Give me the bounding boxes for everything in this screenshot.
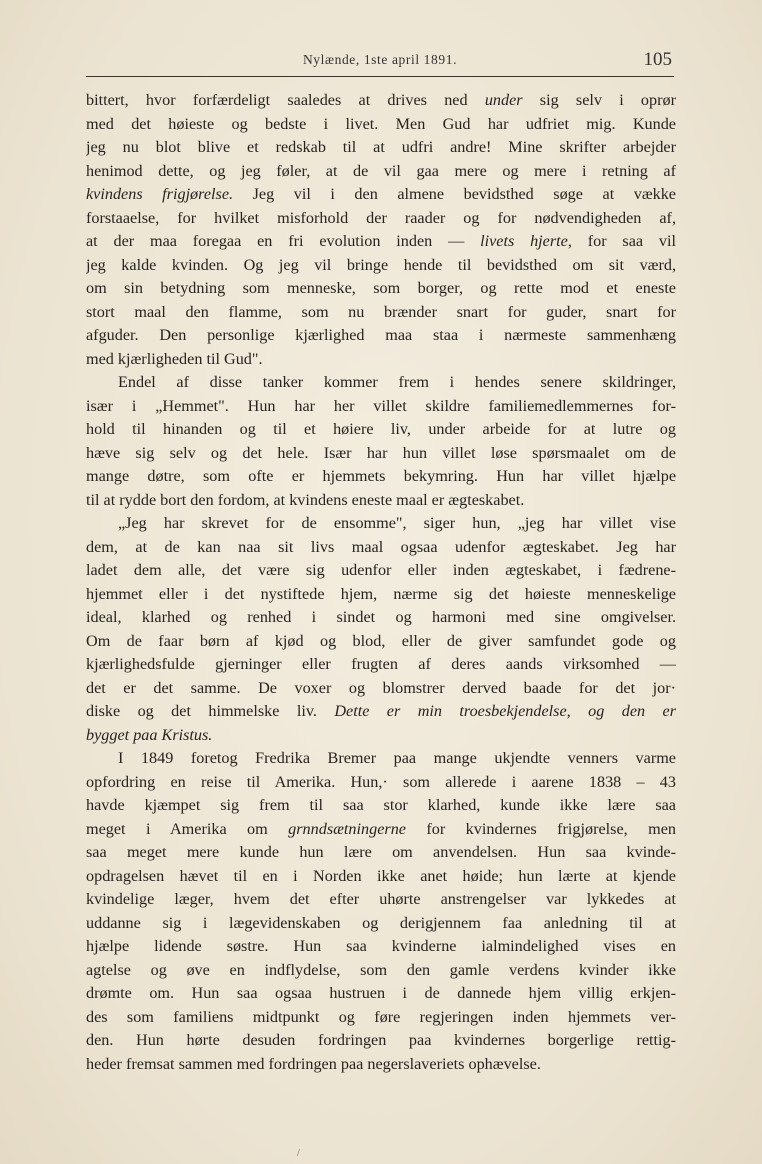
text-line: opfordring en reise til Amerika. Hun,· som allerede i aarene 1838 – 43 <box>86 772 676 791</box>
text-line: drømte om. Hun saa ogsaa hustruen i de dannede hjem villig erkjen- <box>86 984 676 1002</box>
text-line: opdragelsen hævet til en i Norden ikke anet høide; hun lærte at kjende <box>86 866 676 885</box>
text-line: havde kjæmpet sig frem til saa stor klarhed, kunde ikke lære saa <box>86 796 676 814</box>
text-line: især i „Hemmet". Hun har her villet skildre familiemedlemmernes for- <box>86 396 676 415</box>
text-line: heder fremsat sammen med fordringen paa negerslaveriets ophævelse. <box>86 1054 541 1073</box>
page-header <box>86 50 674 77</box>
text-line: saa meget mere kunde hun lære om anvendelsen. Hun saa kvinde- <box>86 843 676 861</box>
text-line: meget i Amerika om grnndsætningerne for kvindernes frigjørelse, men <box>86 819 676 838</box>
text-line: afguder. Den personlige kjærlighed maa staa i nærmeste sammenhæng <box>86 326 676 344</box>
text-line: med kjærligheden til Gud". <box>86 349 263 368</box>
text-line: ladet dem alle, det være sig udenfor eller inden ægteskabet, i fædrene- <box>86 561 676 579</box>
text-line: den. Hun hørte desuden fordringen paa kvindernes borgerlige rettig- <box>86 1031 676 1049</box>
text-line: ideal, klarhed og renhed i sindet og harmoni med sine omgivelser. <box>86 608 676 626</box>
text-line: med det høieste og bedste i livet. Men Gud har udfriet mig. Kunde <box>86 114 676 133</box>
text-line: bygget paa Kristus. <box>86 725 213 744</box>
text-line: bittert, hvor forfærdeligt saaledes at drives ned under sig selv i oprør <box>86 91 676 109</box>
text-line: hæve sig selv og det hele. Især har hun villet løse spørsmaalet om de <box>86 443 676 462</box>
text-line: hjemmet eller i det nystiftede hjem, nærme sig det høieste menneskelige <box>86 584 676 603</box>
running-head: Nylænde, 1ste april 1891. <box>302 52 458 67</box>
text-line: hold til hinanden og til et høiere liv, under arbeide for at lutre og <box>86 420 676 438</box>
page-number: 105 <box>643 49 672 70</box>
text-line: dem, at de kan naa sit livs maal ogsaa udenfor ægteskabet. Jeg har <box>86 537 676 556</box>
text-line: forstaaelse, for hvilket misforhold der raader og for nødvendigheden af, <box>86 208 676 227</box>
text-line: om sin betydning som menneske, som borger, og rette mod et eneste <box>86 279 676 297</box>
text-line: at der maa foregaa en fri evolution inden — livets hjerte, for saa vil <box>86 232 676 250</box>
body-text <box>86 89 676 1076</box>
text-line: jeg nu blot blive et redskab til at udfri andre! Mine skrifter arbejder <box>86 138 676 156</box>
text-line: det er det samme. De voxer og blomstrer derved baade for det jor· <box>86 678 676 697</box>
text-line: I 1849 foretog Fredrika Bremer paa mange ukjendte venners varme <box>118 749 676 767</box>
text-line: henimod dette, og jeg føler, at de vil gaa mere og mere i retning af <box>86 161 676 180</box>
text-line: agtelse og øve en indflydelse, som den gamle verdens kvinder ikke <box>86 960 676 979</box>
text-line: „Jeg har skrevet for de ensomme", siger hun, „jeg har villet vise <box>118 514 676 532</box>
text-line: kjærlighedsfulde gjerninger eller frugten af deres aands virksomhed — <box>86 655 676 673</box>
text-line: jeg kalde kvinden. Og jeg vil bringe hende til bevidsthed om sit værd, <box>86 255 676 274</box>
text-line: kvindens frigjørelse. Jeg vil i den almene bevidsthed søge at vække <box>86 185 676 203</box>
text-line: stort maal den flamme, som nu brænder snart for guder, snart for <box>86 302 676 321</box>
text-line: uddanne sig i lægevidenskaben og derigjennem faa anledning til at <box>86 913 676 932</box>
text-line: mange døtre, som ofte er hjemmets bekymring. Hun har villet hjælpe <box>86 467 676 485</box>
text-line: til at rydde bort den fordom, at kvindens eneste maal er ægteskabet. <box>86 490 525 509</box>
text-line: Endel af disse tanker kommer frem i hendes senere skildringer, <box>118 373 676 391</box>
text-line: Om de faar børn af kjød og blod, eller de giver samfundet gode og <box>86 631 676 650</box>
text-line: diske og det himmelske liv. Dette er min troesbekjendelse, og den er <box>86 702 676 720</box>
text-line: kvindelige læger, hvem det efter uhørte anstrengelser var lykkedes at <box>86 890 676 908</box>
page-mark: / <box>297 1148 300 1159</box>
text-line: hjælpe lidende søstre. Hun saa kvinderne ialmindelighed vises en <box>86 937 676 955</box>
text-line: des som familiens midtpunkt og føre regjeringen inden hjemmets ver- <box>86 1007 676 1026</box>
